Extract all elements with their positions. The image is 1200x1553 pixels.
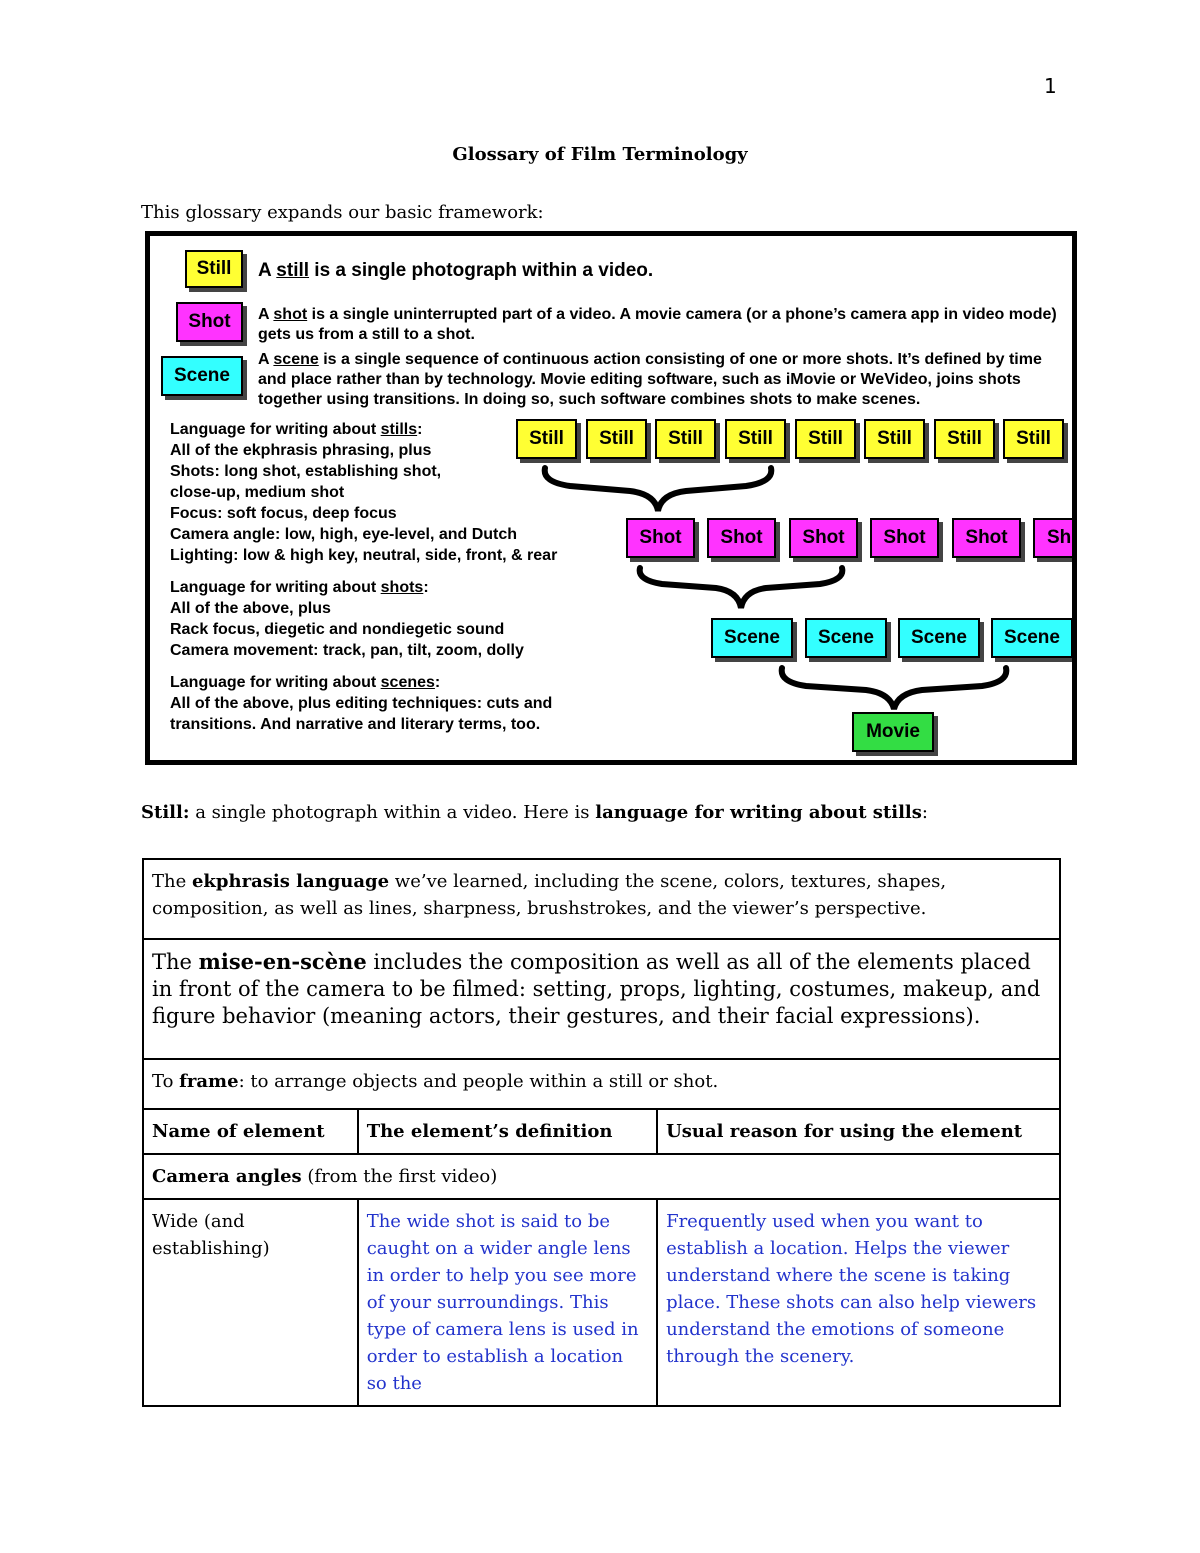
table-row [143,1059,1060,1109]
element-reason-cell: Frequently used when you want to establish a location. Helps the viewer understand where the scene is taking place. These shots can also help viewers understand the emotions of someone through the scenery. [657,1199,1060,1406]
column-header: Usual reason for using the element [657,1109,1060,1154]
page-number: 1 [1044,74,1057,98]
shot-box: Shot [789,518,858,558]
language-shots-heading: Language for writing about shots: [170,579,429,596]
shot-box: Shot [707,518,776,558]
scene-box: Scene [711,618,793,658]
shot-box-cutoff: Sh [1033,518,1077,558]
language-scenes-line: All of the above, plus editing techniques: cuts and [170,695,553,712]
ekphrasis-cell: The ekphrasis language we’ve learned, including the scene, colors, textures, shapes, composition, as well as lines, sharpness, brushstrokes, and the viewer’s perspective. [143,859,1060,939]
shot-definition: A shot is a single uninterrupted part of a video. A movie camera (or a phone’s camera app in video mode) gets us from a still to a shot. [258,306,1057,343]
table-row [143,859,1060,939]
scene-box: Scene [898,618,980,658]
still-box: Still [864,419,925,459]
legend-still-box: Still [185,250,243,288]
grouping-braces [150,236,1072,760]
still-box: Still [516,419,577,459]
language-scenes-heading: Language for writing about scenes: [170,674,441,691]
language-stills-line: Focus: soft focus, deep focus [170,505,397,522]
column-header: The element’s definition [358,1109,657,1154]
brace-scenes-to-movie [782,668,1007,709]
scene-box: Scene [805,618,887,658]
language-stills-line: Lighting: low & high key, neutral, side, front, & rear [170,547,558,564]
glossary-table [142,858,1061,1407]
language-stills-line: close-up, medium shot [170,484,345,501]
column-header: Name of element [143,1109,358,1154]
element-name-cell: Wide (and establishing) [143,1199,358,1406]
table-header-row [143,1109,1060,1154]
framework-figure [145,231,1077,765]
language-scenes-line: transitions. And narrative and literary terms, too. [170,716,541,733]
still-box: Still [655,419,716,459]
legend-shot-box: Shot [176,302,243,342]
table-section-row [143,1154,1060,1199]
language-stills-heading: Language for writing about stills: [170,421,423,438]
brace-stills-to-shot [545,468,772,511]
scene-definition: A scene is a single sequence of continuous action consisting of one or more shots. It’s defined by time and place rather than by technology. Movie editing software, such as iMovie or WeVideo, joins shots together using transitions. In doing so, such software combines shots to make scenes. [258,351,1042,408]
language-stills-line: Shots: long shot, establishing shot, [170,463,442,480]
still-box: Still [795,419,856,459]
still-definition: A still is a single photograph within a video. [258,260,654,281]
language-stills-line: Camera angle: low, high, eye-level, and Dutch [170,526,518,543]
shot-box: Shot [870,518,939,558]
table-row [143,939,1060,1059]
camera-angles-section: Camera angles (from the first video) [143,1154,1060,1199]
scene-box: Scene [991,618,1073,658]
brace-shots-to-scene [640,568,843,608]
language-shots-line: Camera movement: track, pan, tilt, zoom, dolly [170,642,524,659]
mise-en-scene-cell: The mise-en-scène includes the composition as well as all of the elements placed in front of the camera to be filmed: setting, props, lighting, costumes, makeup, and figure behavior (meaning actors, their gestures, and their facial expressions). [143,939,1060,1059]
legend-scene-box: Scene [161,356,243,396]
language-shots-line: Rack focus, diegetic and nondiegetic sound [170,621,505,638]
still-definition-line: Still: a single photograph within a video. Here is language for writing about stills: [141,802,928,823]
table-row [143,1199,1060,1406]
still-box: Still [586,419,647,459]
movie-box: Movie [852,712,934,752]
element-definition-cell: The wide shot is said to be caught on a wider angle lens in order to help you see more of your surroundings. This type of camera lens is used in order to establish a location so the [358,1199,657,1406]
language-shots-line: All of the above, plus [170,600,331,617]
document-title: Glossary of Film Terminology [452,144,748,165]
shot-box: Shot [626,518,695,558]
shot-box: Shot [952,518,1021,558]
still-box: Still [1003,419,1064,459]
still-box: Still [725,419,786,459]
frame-cell: To frame: to arrange objects and people within a still or shot. [143,1059,1060,1109]
intro-text: This glossary expands our basic framework: [141,202,544,223]
still-box: Still [934,419,995,459]
language-stills-line: All of the ekphrasis phrasing, plus [170,442,432,459]
